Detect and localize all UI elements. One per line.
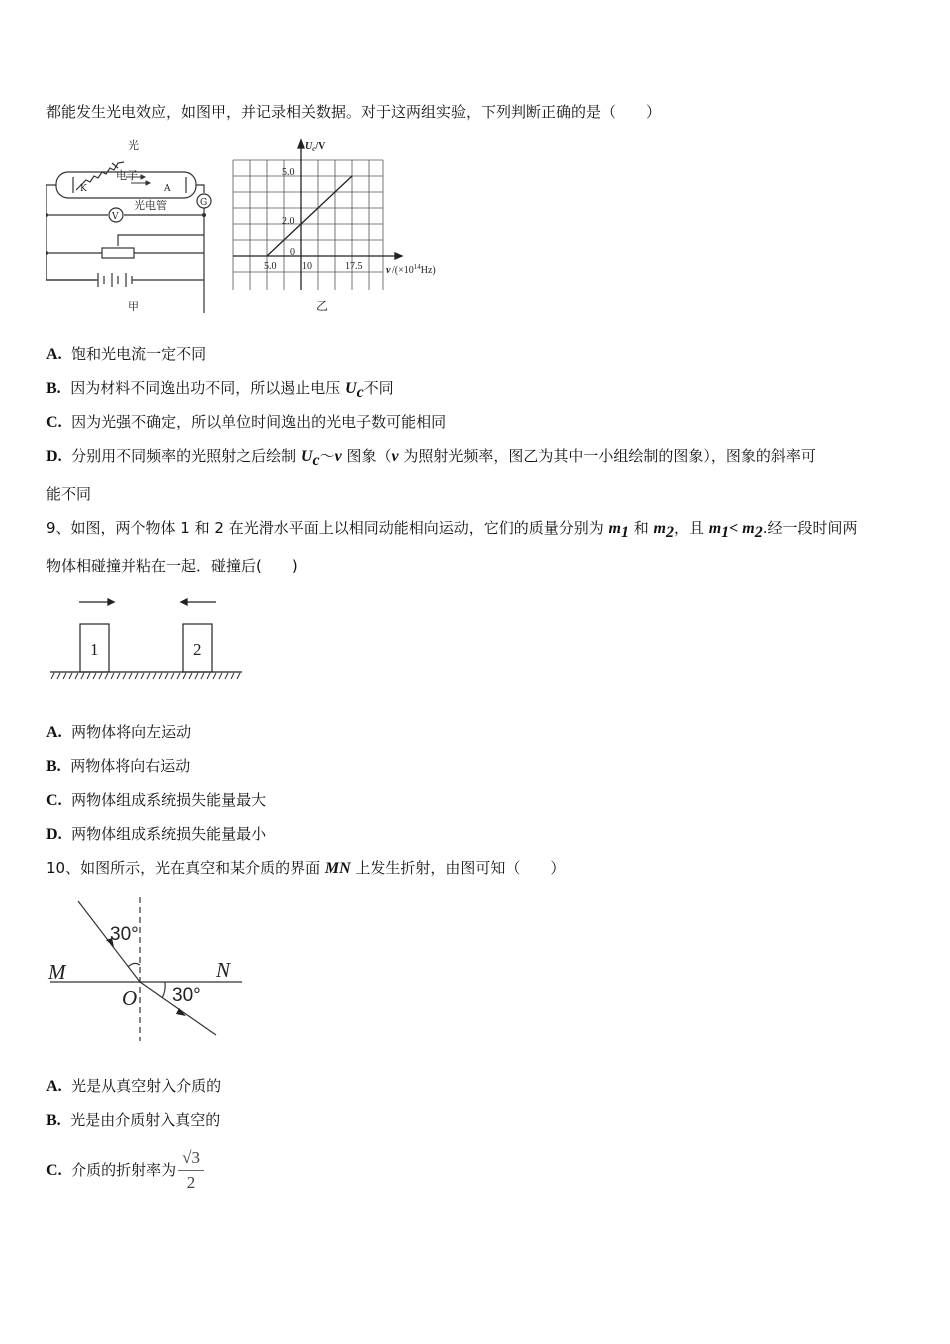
q8-option-a: A. 饱和光电流一定不同 (46, 345, 207, 363)
point-o-label: O (122, 986, 138, 1010)
symbol-u: U (345, 380, 357, 397)
circuit-diagram (46, 135, 226, 315)
mass-symbol: m (742, 520, 755, 537)
stem-text: 上发生折射，由图可知（ ） (350, 859, 566, 877)
option-text: 光是从真空射入介质的 (71, 1077, 222, 1095)
q10-option-c: C. 介质的折射率为 $\frac{√3}{2}$ (46, 1146, 204, 1195)
option-letter: C (46, 1162, 58, 1179)
option-letter: C (46, 792, 58, 809)
figure-caption-jia: 甲 (128, 300, 139, 313)
subscript-c: c (312, 452, 320, 469)
stem-text: 和 (628, 519, 654, 537)
mass-symbol: m (653, 520, 666, 537)
y-tick-5: 5.0 (282, 167, 295, 178)
option-letter: D (46, 448, 58, 465)
tube-label: 光电管 (134, 199, 167, 212)
x-tick-17: 17.5 (345, 261, 363, 272)
x-tick-5: 5.0 (264, 261, 277, 272)
option-letter: B (46, 1112, 57, 1129)
svg-text:Uc/V: $U_c/V$ (305, 141, 326, 153)
option-text: 图象（ (341, 447, 392, 465)
subscript-c: c (356, 384, 364, 401)
refraction-angle-label: 30° (172, 985, 201, 1006)
stem-text: 9、如图，两个物体 1 和 2 在光滑水平面上以相同动能相向运动，它们的质量分别为 (46, 519, 609, 537)
block-2-label: 2 (193, 640, 202, 659)
stem-text: .经一段时间两 (762, 519, 858, 537)
block-1-label: 1 (90, 640, 99, 659)
subscript: 1 (620, 524, 629, 541)
svg-text:ν: ν (386, 265, 391, 276)
option-text: 饱和光电流一定不同 (71, 345, 207, 363)
electron-label: 电子 (116, 169, 138, 182)
point-n-label: N (216, 958, 231, 982)
option-text: 两物体将向右运动 (70, 757, 191, 775)
y-tick-0: 0 (290, 247, 295, 258)
q8-option-b: B. 因为材料不同逸出功不同，所以遏止电压 $U_c$不同 (46, 379, 394, 401)
fraction-denominator: 2 (186, 1173, 196, 1192)
option-text: 两物体将向左运动 (71, 723, 192, 741)
figure-caption-yi: 乙 (316, 299, 329, 313)
q8-option-d: D. 分别用不同频率的光照射之后绘制 $U_c\sim\nu$ 图象（ν 为照射光频率，图乙为其中一小组绘制的图象），图象的斜率可 (46, 447, 816, 469)
y-tick-2: 2.0 (282, 216, 295, 227)
q9-stem-line2: 物体相碰撞并粘在一起．碰撞后( ) (46, 557, 298, 575)
subscript: 2 (754, 524, 763, 541)
q9-option-c: C. 两物体组成系统损失能量最大 (46, 791, 267, 809)
galvanometer-label: G (200, 198, 208, 208)
q10-stem (46, 858, 565, 879)
q8-option-d-line2: 能不同 (46, 485, 92, 503)
option-letter: D (46, 826, 58, 843)
option-text: 两物体组成系统损失能量最大 (71, 791, 267, 809)
fraction-sqrt3-over-2 (178, 1146, 204, 1195)
svg-text:/(×1014Hz): $/(\times 10^{14}Hz)$ (392, 263, 436, 276)
stem-text: 10、如图所示，光在真空和某介质的界面 (46, 859, 325, 877)
less-than: < (729, 520, 743, 537)
option-letter: A (46, 724, 58, 741)
option-letter: A (46, 346, 58, 363)
interface-mn: MN (324, 860, 351, 877)
symbol-nu: ν (334, 448, 342, 465)
blocks-diagram (46, 590, 246, 685)
voltmeter-label: V (112, 212, 119, 222)
option-text: 分别用不同频率的光照射之后绘制 (71, 447, 301, 465)
light-label: 光 (128, 139, 139, 152)
option-letter: C (46, 414, 58, 431)
stem-text: ，且 (673, 519, 709, 537)
option-letter: B (46, 758, 57, 775)
option-text: 为照射光频率，图乙为其中一小组绘制的图象），图象的斜率可 (398, 447, 816, 465)
option-text: 因为光强不确定，所以单位时间逸出的光电子数可能相同 (71, 413, 447, 431)
subscript: 1 (721, 524, 730, 541)
q10-option-a: A. 光是从真空射入介质的 (46, 1077, 222, 1095)
x-tick-10: 10 (302, 261, 312, 272)
option-text: 因为材料不同逸出功不同，所以遏止电压 (70, 379, 345, 397)
q10-option-b: B. 光是由介质射入真空的 (46, 1111, 221, 1129)
incident-angle-label: 30° (110, 924, 139, 945)
anode-label: A (164, 184, 171, 194)
point-m-label: M (48, 960, 66, 984)
option-text: 两物体组成系统损失能量最小 (71, 825, 267, 843)
subscript: 2 (665, 524, 674, 541)
symbol-u: U (300, 448, 313, 465)
q8-option-c: C. 因为光强不确定，所以单位时间逸出的光电子数可能相同 (46, 413, 447, 431)
cathode-label: K (80, 184, 87, 194)
q9-option-a: A. 两物体将向左运动 (46, 723, 192, 741)
fraction-numerator: √3 (178, 1146, 204, 1171)
option-letter: A (46, 1078, 58, 1095)
uc-nu-chart (230, 135, 465, 315)
option-letter: B (46, 380, 57, 397)
tilde: ～ (319, 447, 335, 465)
q8-stem: 都能发生光电效应，如图甲，并记录相关数据。对于这两组实验，下列判断正确的是（ ） (46, 103, 662, 121)
refraction-diagram (46, 895, 246, 1045)
q9-stem-line1 (46, 518, 858, 543)
q9-option-d: D. 两物体组成系统损失能量最小 (46, 825, 267, 843)
q9-option-b: B. 两物体将向右运动 (46, 757, 191, 775)
mass-symbol: m (708, 520, 722, 537)
symbol-nu: ν (391, 448, 399, 465)
option-text: 介质的折射率为 (71, 1161, 177, 1179)
option-text: 不同 (363, 379, 394, 397)
option-text: 光是由介质射入真空的 (70, 1111, 221, 1129)
mass-symbol: m (608, 520, 621, 537)
